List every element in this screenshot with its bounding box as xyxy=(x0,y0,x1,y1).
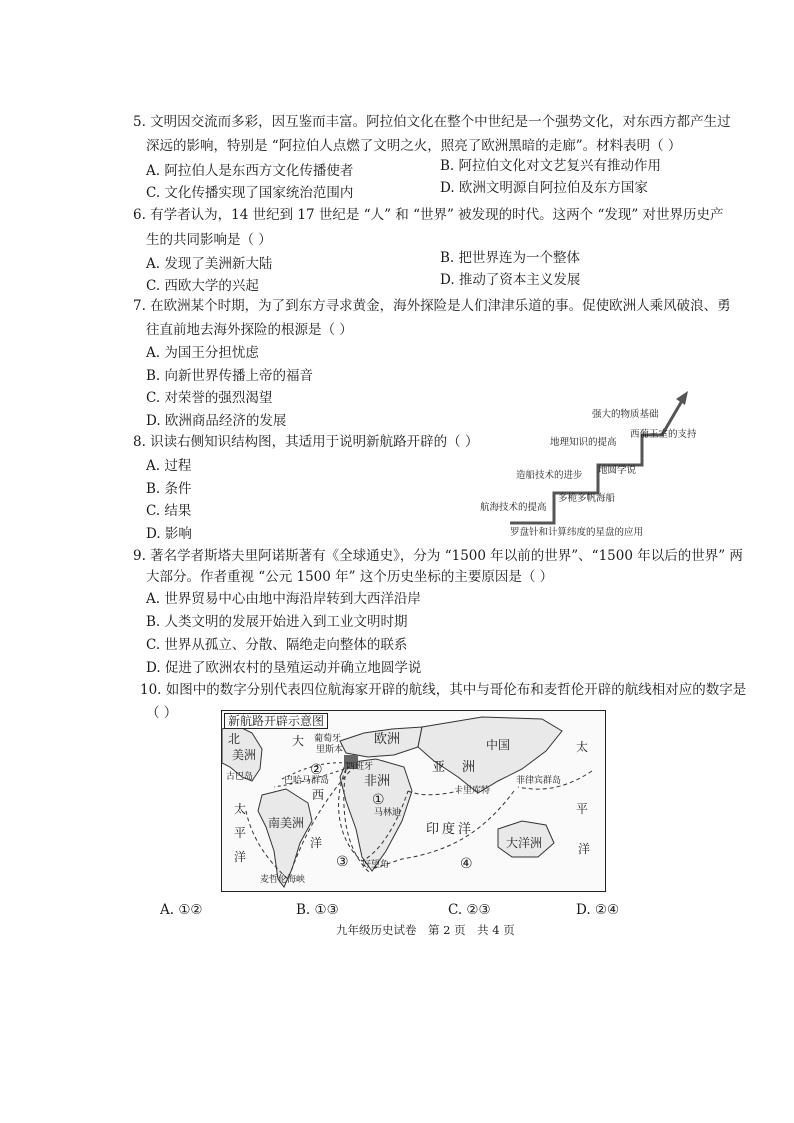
q10-option-b[interactable]: B. ①③ xyxy=(296,902,339,918)
map-label-bei: 北 xyxy=(228,732,241,746)
diagram-step2: 造船技术的进步 xyxy=(516,470,583,481)
page-footer: 九年级历史试卷 第 2 页 共 4 页 xyxy=(336,923,515,937)
diagram-step2-side: 地圆学说 xyxy=(598,465,637,476)
map-label-yang-left: 洋 xyxy=(234,850,247,864)
map-label-feilvbin: 菲律宾群岛 xyxy=(516,776,562,786)
q7-stem-line2: 往直前地去海外探险的根源是（ ） xyxy=(146,322,353,338)
q10-option-c[interactable]: C. ②③ xyxy=(448,902,491,918)
map-label-haowangjiao: 好望角 xyxy=(362,860,390,870)
q5-option-a[interactable]: A. 阿拉伯人是东西方文化传播使者 xyxy=(146,163,354,179)
new-sea-route-map xyxy=(221,710,606,892)
map-label-feizhou: 非洲 xyxy=(364,774,391,789)
q7-stem-line1: 7. 在欧洲某个时期，为了到东方寻求黄金，海外探险是人们津津乐道的事。促使欧洲人乘风破浪、勇 xyxy=(133,298,731,314)
map-label-tai-right: 太 xyxy=(576,740,589,754)
map-label-kalikate: 卡里库特 xyxy=(454,786,491,796)
map-route-number-4: ④ xyxy=(460,856,473,872)
q6-option-d[interactable]: D. 推动了资本主义发展 xyxy=(440,272,581,288)
map-label-lisiben: 里斯本 xyxy=(316,745,344,755)
q7-option-a[interactable]: A. 为国王分担忧虑 xyxy=(146,345,259,361)
map-label-da: 大 xyxy=(292,734,305,748)
q10-option-a[interactable]: A. ①② xyxy=(160,902,203,918)
q9-option-b[interactable]: B. 人类文明的发展开始进入到工业文明时期 xyxy=(146,614,408,630)
q8-option-c[interactable]: C. 结果 xyxy=(146,503,192,519)
map-label-putaoya: 葡萄牙 xyxy=(314,734,342,744)
q8-option-a[interactable]: A. 过程 xyxy=(146,458,192,474)
q10-stem-line1: 10. 如图中的数字分别代表四位航海家开辟的航线，其中与哥伦布和麦哲伦开辟的航线相对应的数字是 xyxy=(140,682,747,698)
knowledge-structure-diagram xyxy=(470,385,700,545)
map-label-yinduyang: 印度洋 xyxy=(426,822,475,837)
map-route-number-3: ③ xyxy=(336,854,349,870)
q5-option-c[interactable]: C. 文化传播实现了国家统治范围内 xyxy=(146,185,354,201)
diagram-step3: 地理知识的提高 xyxy=(550,437,617,448)
q9-stem-line2: 大部分。作者重视 “公元 1500 年” 这个历史坐标的主要原因是（ ） xyxy=(146,569,554,585)
q6-stem-line2: 生的共同影响是（ ） xyxy=(146,232,272,248)
map-label-meizhou: 美洲 xyxy=(232,748,257,762)
q5-stem-line1: 5. 文明因交流而多彩，因互鉴而丰富。阿拉伯文化在整个中世纪是一个强势文化，对东西方都产生过 xyxy=(133,114,731,130)
diagram-step1-bottom: 罗盘针和计算纬度的星盘的应用 xyxy=(510,527,644,538)
q7-option-d[interactable]: D. 欧洲商品经济的发展 xyxy=(146,413,287,429)
map-label-yang-right: 洋 xyxy=(578,842,591,856)
q6-option-a[interactable]: A. 发现了美洲新大陆 xyxy=(146,256,273,272)
q10-option-d[interactable]: D. ②④ xyxy=(576,902,620,918)
q9-option-d[interactable]: D. 促进了欧洲农村的垦殖运动并确立地圆学说 xyxy=(146,660,422,676)
q6-option-c[interactable]: C. 西欧大学的兴起 xyxy=(146,278,259,294)
map-label-zhou: 洲 xyxy=(462,760,476,775)
map-label-ping-left: 平 xyxy=(234,826,247,840)
diagram-step1: 航海技术的提高 xyxy=(480,502,547,513)
map-label-ya: 亚 xyxy=(432,760,446,775)
map-label-malindi: 马林迪 xyxy=(374,808,402,818)
map-label-zhongguo: 中国 xyxy=(486,738,511,752)
q5-stem-line2: 深远的影响，特别是 “阿拉伯人点燃了文明之火，照亮了欧洲黑暗的走廊”。材料表明（ ） xyxy=(146,138,682,154)
q8-option-d[interactable]: D. 影响 xyxy=(146,526,192,542)
map-route-number-1: ① xyxy=(372,792,385,808)
map-label-yang-mid: 洋 xyxy=(310,836,323,850)
q5-option-d[interactable]: D. 欧洲文明源自阿拉伯及东方国家 xyxy=(440,180,648,196)
map-label-ouzhou: 欧洲 xyxy=(374,732,401,747)
map-label-xibanya: 西班牙 xyxy=(346,762,374,772)
q6-option-b[interactable]: B. 把世界连为一个整体 xyxy=(440,250,581,266)
q8-stem: 8. 识读右侧知识结构图，其适用于说明新航路开辟的（ ） xyxy=(133,434,479,450)
q6-stem-line1: 6. 有学者认为，14 世纪到 17 世纪是 “人” 和 “世界” 被发现的时代。这两个 “发现” 对世界历史产 xyxy=(133,207,724,223)
q5-option-b[interactable]: B. 阿拉伯文化对文艺复兴有推动作用 xyxy=(440,158,662,174)
diagram-step3-side: 西葡王室的支持 xyxy=(630,429,697,440)
map-label-tai-left: 太 xyxy=(234,802,247,816)
map-graphics xyxy=(222,711,605,891)
map-label-guba: 古巴岛 xyxy=(226,772,254,782)
q7-option-c[interactable]: C. 对荣誉的强烈渴望 xyxy=(146,390,273,406)
map-route-number-2: ② xyxy=(310,762,323,778)
map-label-nanmeizhou: 南美洲 xyxy=(268,816,305,830)
map-label-dayangzhou: 大洋洲 xyxy=(506,836,543,850)
map-label-bahama: 巴哈马群岛 xyxy=(284,776,330,786)
diagram-step1-side: 多桅多帆海船 xyxy=(558,493,616,504)
q8-option-b[interactable]: B. 条件 xyxy=(146,481,192,497)
map-label-xi: 西 xyxy=(312,788,325,802)
q10-stem-line2: （ ） xyxy=(146,705,178,721)
map-label-ping-right: 平 xyxy=(576,802,589,816)
q7-option-b[interactable]: B. 向新世界传播上帝的福音 xyxy=(146,368,314,384)
q9-option-a[interactable]: A. 世界贸易中心由地中海沿岸转到大西洋沿岸 xyxy=(146,591,421,607)
diagram-step4: 强大的物质基础 xyxy=(592,409,659,420)
q9-stem-line1: 9. 著名学者斯塔夫里阿诺斯著有《全球通史》，分为 “1500 年以前的世界”、“1500 年以后的世界” 两 xyxy=(133,548,743,564)
map-title: 新航路开辟示意图 xyxy=(224,713,328,729)
staircase-arrow xyxy=(470,385,700,545)
q9-option-c[interactable]: C. 世界从孤立、分散、隔绝走向整体的联系 xyxy=(146,637,408,653)
map-label-maizhelun: 麦哲伦海峡 xyxy=(260,875,306,885)
